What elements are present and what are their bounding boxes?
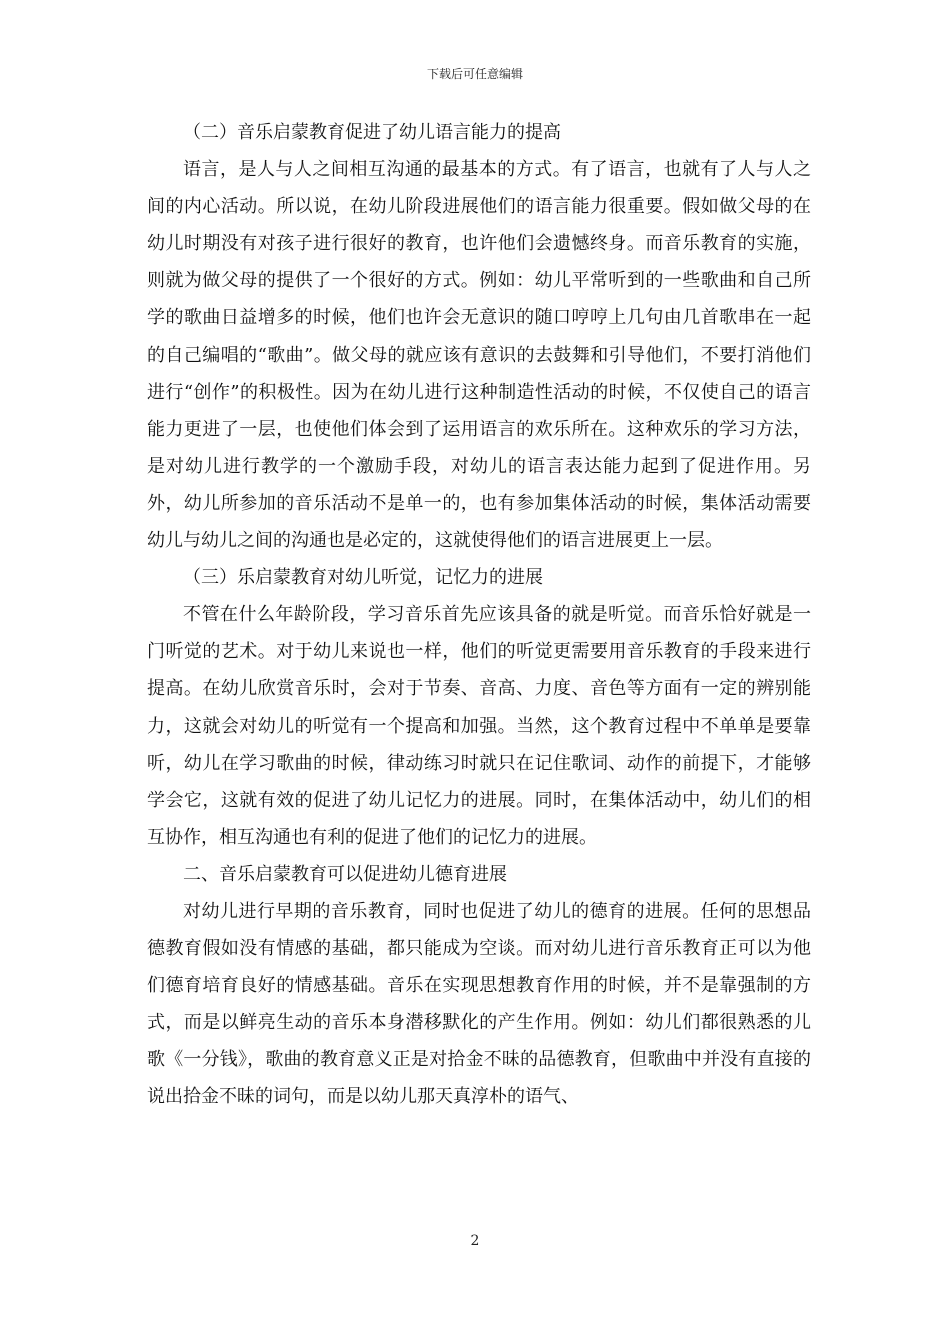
- section-heading: （二）音乐启蒙教育促进了幼儿语言能力的提高: [183, 122, 561, 143]
- page-number: 2: [470, 1233, 480, 1249]
- body-paragraph: 语言，是人与人之间相互沟通的最基本的方式。有了语言，也就有了人与人之间的内心活动。所以说，在幼儿阶段进展他们的语言能力很重要。假如做父母的在幼儿时期没有对孩子进行很好的教育，也许他们会遗憾终身。而音乐教育的实施，则就为做父母的提供了一个很好的方式。例如：幼儿平常听到的一些歌曲和自己所学的歌曲日益增多的时候，他们也许会无意识的随口哼哼上几句由几首歌串在一起的自己编唱的“歌曲”。做父母的就应该有意识的去鼓舞和引导他们，不要打消他们进行“创作”的积极性。因为在幼儿进行这种制造性活动的时候，不仅使自己的语言能力更进了一层，也使他们体会到了运用语言的欢乐所在。这种欢乐的学习方法，是对幼儿进行教学的一个激励手段，对幼儿的语言表达能力起到了促进作用。另外，幼儿所参加的音乐活动不是单一的，也有参加集体活动的时候，集体活动需要幼儿与幼儿之间的沟通也是必定的，这就使得他们的语言进展更上一层。: [147, 159, 811, 552]
- document-body: [147, 114, 811, 1116]
- section-heading: 二、音乐启蒙教育可以促进幼儿德育进展: [183, 863, 507, 885]
- body-paragraph: 对幼儿进行早期的音乐教育，同时也促进了幼儿的德育的进展。任何的思想品德教育假如没有情感的基础，都只能成为空谈。而对幼儿进行音乐教育正可以为他们德育培育良好的情感基础。音乐在实现思想教育作用的时候，并不是靠强制的方式，而是以鲜亮生动的音乐本身潜移默化的产生作用。例如：幼儿们都很熟悉的儿歌《一分钱》，歌曲的教育意义正是对拾金不昧的品德教育，但歌曲中并没有直接的说出拾金不昧的词句，而是以幼儿那天真淳朴的语气、: [147, 900, 811, 1108]
- page-header: 下载后可任意编辑: [426, 67, 523, 81]
- body-paragraph: 不管在什么年龄阶段，学习音乐首先应该具备的就是听觉。而音乐恰好就是一门听觉的艺术。对于幼儿来说也一样，他们的听觉更需要用音乐教育的手段来进行提高。在幼儿欣赏音乐时，会对于节奏、音高、力度、音色等方面有一定的辨别能力，这就会对幼儿的听觉有一个提高和加强。当然，这个教育过程中不单单是要靠听，幼儿在学习歌曲的时候，律动练习时就只在记住歌词、动作的前提下，才能够学会它，这就有效的促进了幼儿记忆力的进展。同时，在集体活动中，幼儿们的相互协作，相互沟通也有利的促进了他们的记忆力的进展。: [147, 604, 811, 848]
- section-heading: （三）乐启蒙教育对幼儿听觉，记忆力的进展: [183, 567, 543, 589]
